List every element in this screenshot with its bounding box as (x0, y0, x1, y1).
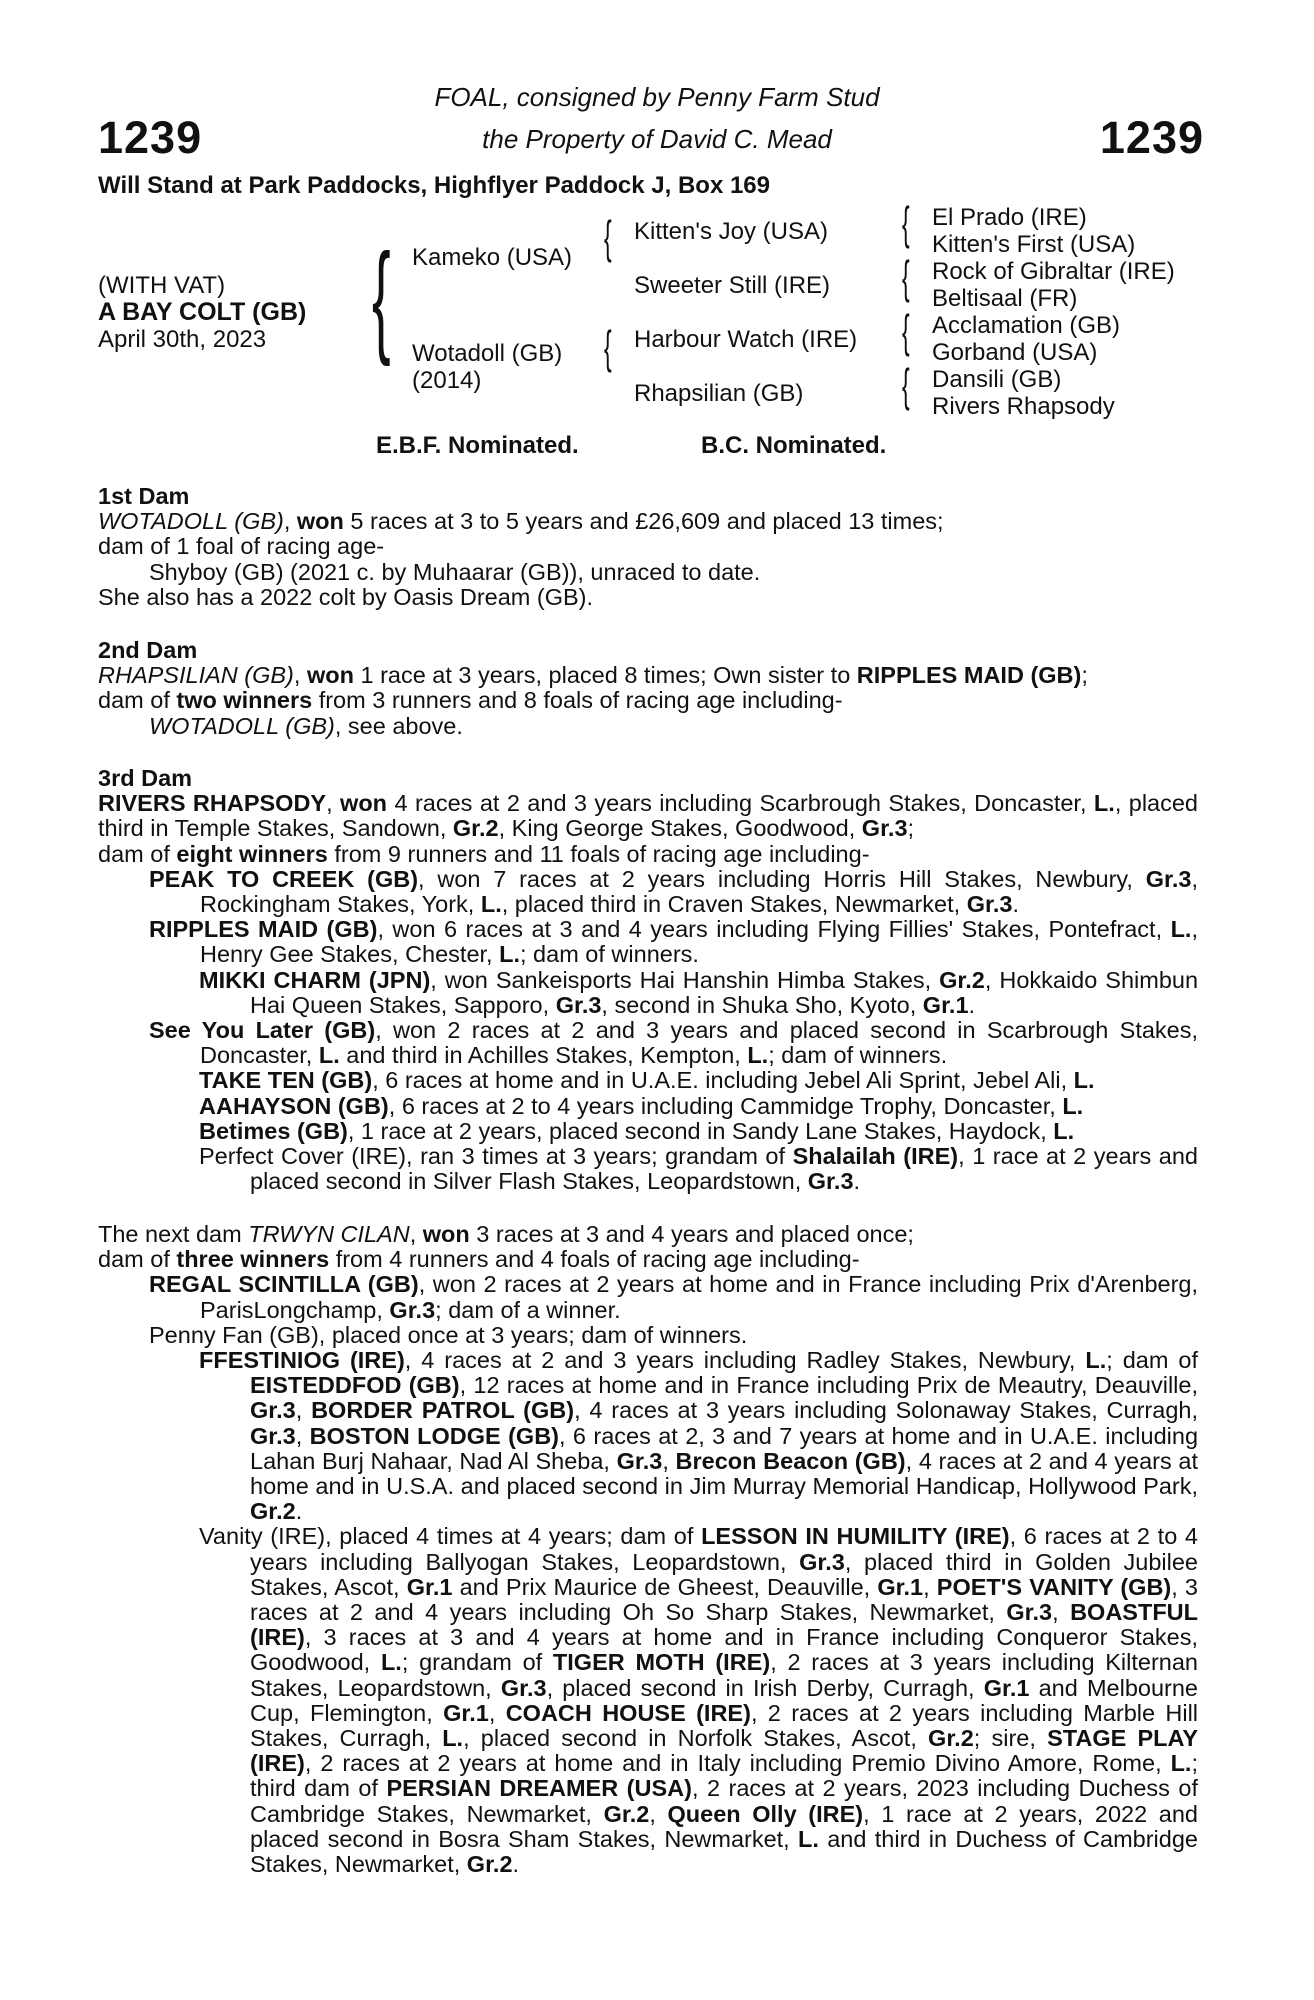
dam-name: Wotadoll (GB) (412, 340, 563, 367)
gp-6: Gorband (USA) (932, 339, 1098, 366)
next-dam-foals: dam of three winners from 4 runners and 4 foals of racing age including- (98, 1246, 860, 1273)
first-dam-foals: dam of 1 foal of racing age- (98, 533, 385, 560)
stand-location: Will Stand at Park Paddocks, Highflyer Paddock J, Box 169 (98, 172, 770, 199)
progeny-take-ten: TAKE TEN (GB), 6 races at home and in U.A.E. including Jebel Ali Sprint, Jebel Ali, L. (199, 1067, 1095, 1094)
progeny-betimes: Betimes (GB), 1 race at 2 years, placed second in Sandy Lane Stakes, Haydock, L. (199, 1117, 1075, 1144)
progeny-aahayson: AAHAYSON (GB), 6 races at 2 to 4 years including Cammidge Trophy, Doncaster, L. (199, 1092, 1084, 1119)
third-dam-section (98, 766, 1198, 1194)
vat-note: (WITH VAT) (98, 272, 226, 299)
ebf-nomination: E.B.F. Nominated. (376, 432, 579, 459)
sire-name: Kameko (USA) (412, 244, 573, 271)
first-dam-note: She also has a 2022 colt by Oasis Dream (GB). (98, 583, 594, 610)
first-dam-section (98, 484, 1198, 610)
sire-sire: Kitten's Joy (USA) (634, 218, 828, 245)
third-dam-foals: dam of eight winners from 9 runners and 11 foals of racing age including- (98, 840, 870, 867)
gp-1: El Prado (IRE) (932, 204, 1087, 231)
dam-year: (2014) (412, 367, 482, 394)
progeny-vanity: Vanity (IRE), placed 4 times at 4 years; dam of LESSON IN HUMILITY (IRE), 6 races at 2 to 4 years including Ballyogan Stakes, Leopardstown, Gr.3, placed third in Golden Jubilee Stakes, Ascot, Gr.1 and Prix Maurice de Gheest, Deauville, Gr.1, POET'S VANITY (GB), 3 races at 2 and 4 years including Oh So Sharp Stakes, Newmarket, Gr.3, BOASTFUL (IRE), 3 races at 3 and 4 years at home and in France including Conqueror Stakes, Goodwood, L.; grandam of TIGER MOTH (IRE), 2 races at 3 years including Kilternan Stakes, Leopardstown, Gr.3, placed second in Irish Derby, Curragh, Gr.1 and Melbourne Cup, Flemington, Gr.1, COACH HOUSE (IRE), 2 races at 2 years including Marble Hill Stakes, Curragh, L., placed second in Norfolk Stakes, Ascot, Gr.2; sire, STAGE PLAY (IRE), 2 races at 2 years at home and in Italy including Premio Divino Amore, Rome, L.; third dam of PERSIAN DREAMER (USA), 2 races at 2 years, 2023 including Duchess of Cambridge Stakes, Newmarket, Gr.2, Queen Olly (IRE), 1 race at 2 years, 2022 and placed second in Bosra Sham Stakes, Newmarket, L. and third in Duchess of Cambridge Stakes, Newmarket, Gr.2. (199, 1523, 1199, 1878)
gp-5: Acclamation (GB) (932, 312, 1121, 339)
pedigree-bracket-g3: { (902, 305, 910, 357)
pedigree-bracket-sire: { (604, 211, 612, 263)
progeny-perfect-cover: Perfect Cover (IRE), ran 3 times at 3 years; grandam of Shalailah (IRE), 1 race at 2 years and placed second in Silver Flash Stakes, Leopardstown, Gr.3. (199, 1143, 1199, 1195)
progeny-regal-scintilla: REGAL SCINTILLA (GB), won 2 races at 2 years at home and in France including Prix d'Arenberg, ParisLongchamp, Gr.3; dam of a winner. (149, 1271, 1199, 1323)
pedigree-bracket-main: { (372, 229, 391, 367)
third-dam-record: RIVERS RHAPSODY, won 4 races at 2 and 3 years including Scarbrough Stakes, Doncaster, L., placed third in Temple Stakes, Sandown, Gr.2, King George Stakes, Goodwood, Gr.3; (98, 790, 1199, 842)
lot-number-left: 1239 (98, 112, 203, 163)
lot-number-right: 1239 (1099, 112, 1204, 163)
progeny-mikki-charm: MIKKI CHARM (JPN), won Sankeisports Hai Hanshin Himba Stakes, Gr.2, Hokkaido Shimbun Hai Queen Stakes, Sapporo, Gr.3, second in Shuka Sho, Kyoto, Gr.1. (199, 966, 1199, 1018)
progeny-penny-fan: Penny Fan (GB), placed once at 3 years; dam of winners. (149, 1321, 748, 1348)
second-dam-record: RHAPSILIAN (GB), won 1 race at 3 years, placed 8 times; Own sister to RIPPLES MAID (GB); (98, 662, 1088, 689)
pedigree-bracket-dam: { (604, 321, 612, 373)
horse-name: A BAY COLT (GB) (98, 298, 307, 326)
progeny-peak-to-creek: PEAK TO CREEK (GB), won 7 races at 2 years including Horris Hill Stakes, Newbury, Gr.3, Rockingham Stakes, York, L., placed third in Craven Stakes, Newmarket, Gr.3. (149, 865, 1199, 918)
next-dam-record: The next dam TRWYN CILAN, won 3 races at 3 and 4 years and placed once; (98, 1221, 914, 1247)
gp-2: Kitten's First (USA) (932, 231, 1136, 258)
consignment-line-2: the Property of David C. Mead (482, 124, 832, 154)
bc-nomination: B.C. Nominated. (701, 432, 887, 459)
gp-7: Dansili (GB) (932, 366, 1062, 393)
progeny-ripples-maid: RIPPLES MAID (GB), won 6 races at 3 and 4 years including Flying Fillies' Stakes, Pontefract, L., Henry Gee Stakes, Chester, L.; dam of winners. (149, 916, 1198, 968)
progeny-ffestiniog: FFESTINIOG (IRE), 4 races at 2 and 3 years including Radley Stakes, Newbury, L.; dam of EISTEDDFOD (GB), 12 races at home and in France including Prix de Meautry, Deauville, Gr.3, BORDER PATROL (GB), 4 races at 3 years including Solonaway Stakes, Curragh, Gr.3, BOSTON LODGE (GB), 6 races at 2, 3 and 7 years at home and in U.A.E. including Lahan Burj Nahaar, Nad Al Sheba, Gr.3, Brecon Beacon (GB), 4 races at 2 and 4 years at home and in U.S.A. and placed second in Jim Murray Memorial Handicap, Hollywood Park, Gr.2. (199, 1347, 1199, 1525)
second-dam-foals: dam of two winners from 3 runners and 8 foals of racing age including- (98, 687, 843, 714)
consignment-line-1: FOAL, consigned by Penny Farm Stud (434, 82, 880, 112)
first-dam-progeny: Shyboy (GB) (2021 c. by Muhaarar (GB)), unraced to date. (149, 558, 761, 585)
dam-dam: Rhapsilian (GB) (634, 380, 804, 407)
pedigree-bracket-g2: { (902, 251, 910, 303)
foaling-date: April 30th, 2023 (98, 326, 267, 353)
second-dam-progeny: WOTADOLL (GB), see above. (149, 712, 463, 739)
first-dam-heading: 1st Dam (98, 483, 190, 509)
second-dam-heading: 2nd Dam (98, 637, 198, 663)
pedigree-bracket-g1: { (902, 197, 910, 249)
gp-4: Beltisaal (FR) (932, 285, 1078, 312)
gp-3: Rock of Gibraltar (IRE) (932, 258, 1175, 285)
second-dam-section (98, 638, 1198, 739)
next-dam-section (98, 1222, 1198, 1877)
progeny-see-you-later: See You Later (GB), won 2 races at 2 and 3 years and placed second in Scarbrough Stakes, Doncaster, L. and third in Achilles Stakes, Kempton, L.; dam of winners. (149, 1017, 1199, 1069)
first-dam-record: WOTADOLL (GB), won 5 races at 3 to 5 years and £26,609 and placed 13 times; (98, 508, 944, 535)
dam-sire: Harbour Watch (IRE) (634, 326, 858, 353)
pedigree-bracket-g4: { (902, 359, 910, 411)
sire-dam: Sweeter Still (IRE) (634, 272, 831, 299)
third-dam-heading: 3rd Dam (98, 765, 193, 791)
gp-8: Rivers Rhapsody (932, 393, 1115, 420)
